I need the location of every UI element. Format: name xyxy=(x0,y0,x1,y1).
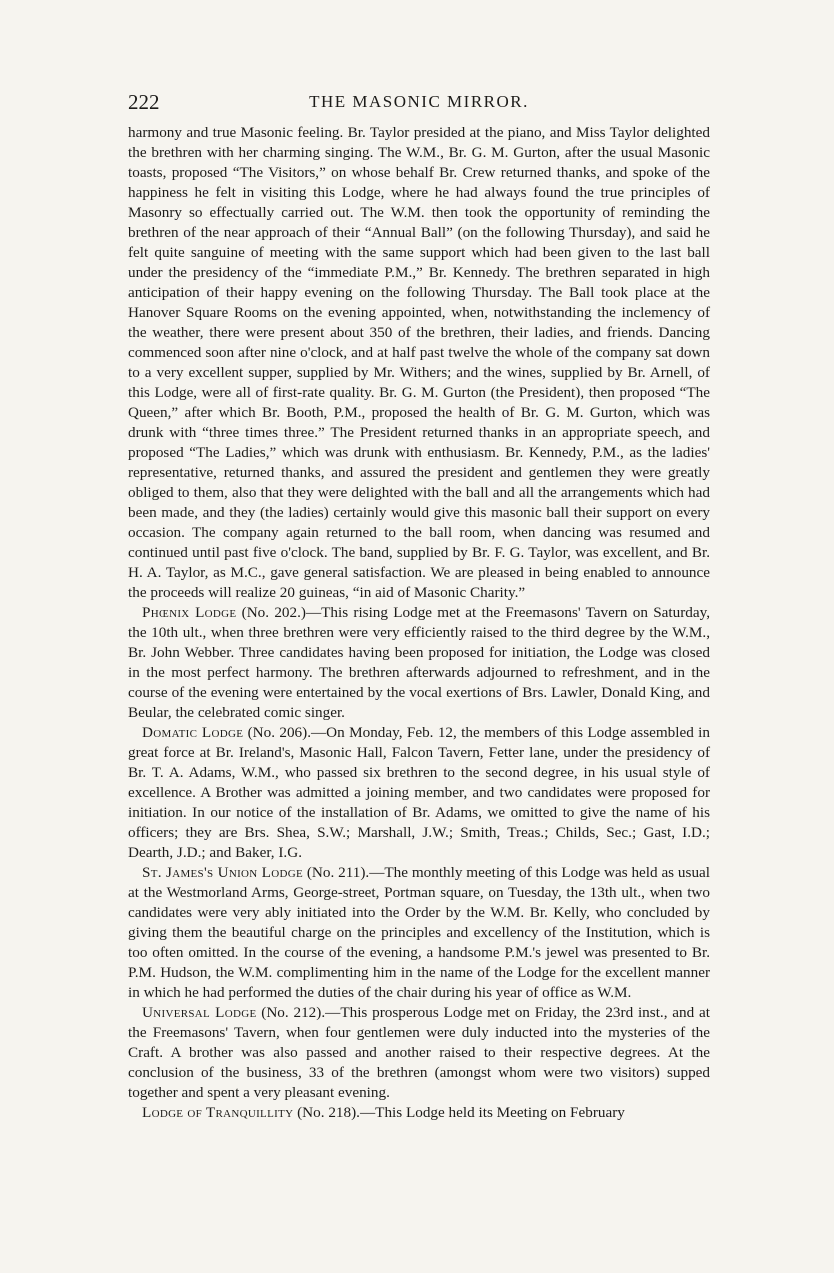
paragraph-text: (No. 206).—On Monday, Feb. 12, the members of this Lodge assembled in great force at Br. Ireland's, Masonic Hall, Falcon Tavern, Fetter lane, under the presidency of Br. T. A. Adams, W.M., who passed six brethren to the second degree, in his usual style of excellence. A Brother was admitted a joining member, and two candidates were proposed for initiation. In our notice of the installation of Br. Adams, we omitted to give the name of his officers; they are Brs. Shea, S.W.; Marshall, J.W.; Smith, Treas.; Childs, Sec.; Gast, I.D.; Dearth, J.D.; and Baker, I.G. xyxy=(128,724,710,861)
article-body xyxy=(128,123,710,1123)
lodge-name: Phœnix Lodge xyxy=(142,604,237,621)
page-number: 222 xyxy=(128,90,160,114)
lodge-name: Universal Lodge xyxy=(142,1004,257,1021)
page-header xyxy=(128,90,710,114)
lodge-name: Domatic Lodge xyxy=(142,724,244,741)
paragraph-st-jamess-union-lodge xyxy=(128,863,710,1003)
lodge-name: Lodge of Tranquillity xyxy=(142,1104,294,1121)
paragraph-text: (No. 211).—The monthly meeting of this Lodge was held as usual at the Westmorland Arms, George-street, Portman square, on Tuesday, the 13th ult., when two candidates were very ably initiated into the Order by the W.M. Br. Kelly, who concluded by giving them the beautiful charge on the principles and excellency of the Institution, which is too often omitted. In the course of the evening, a handsome P.M.'s jewel was presented to Br. P.M. Hudson, the W.M. complimenting him in the name of the Lodge for the excellent manner in which he had performed the duties of the chair during his year of office as W.M. xyxy=(128,864,710,1001)
lodge-name: St. James's Union Lodge xyxy=(142,864,304,881)
paragraph-domatic-lodge xyxy=(128,723,710,863)
paragraph-text: (No. 202.)—This rising Lodge met at the Freemasons' Tavern on Saturday, the 10th ult., when three brethren were very efficiently raised to the third degree by the W.M., Br. John Webber. Three candidates having been proposed for initiation, the Lodge was closed in the most perfect harmony. The brethren afterwards adjourned to refreshment, and in the course of the evening were entertained by the vocal exertions of Brs. Lawler, Donald King, and Beular, the celebrated comic singer. xyxy=(128,604,710,721)
paragraph-continued xyxy=(128,123,710,603)
paragraph-text: (No. 218).—This Lodge held its Meeting on February xyxy=(293,1104,625,1121)
paragraph-phoenix-lodge xyxy=(128,603,710,723)
paragraph-text: (No. 212).—This prosperous Lodge met on Friday, the 23rd inst., and at the Freemasons' Tavern, when four gentlemen were duly inducted into the mysteries of the Craft. A brother was also passed and another raised to their respective degrees. At the conclusion of the business, 33 of the brethren (amongst whom were two visitors) supped together and spent a very pleasant evening. xyxy=(128,1004,710,1101)
paragraph-universal-lodge xyxy=(128,1003,710,1103)
paragraph-text: harmony and true Masonic feeling. Br. Taylor presided at the piano, and Miss Taylor delighted the brethren with her charming singing. The W.M., Br. G. M. Gurton, after the usual Masonic toasts, proposed “The Visitors,” on whose behalf Br. Crew returned thanks, and spoke of the happiness he felt in visiting this Lodge, where he had always found the true principles of Masonry so effectually carried out. The W.M. then took the opportunity of reminding the brethren of the near approach of their “Annual Ball” (on the following Thursday), and said he felt quite sanguine of meeting with the same support which had been given to the last ball under the presidency of the “immediate P.M.,” Br. Kennedy. The brethren separated in high anticipation of their happy evening on the following Thursday. The Ball took place at the Hanover Square Rooms on the evening appointed, when, notwithstanding the inclemency of the weather, there were present about 350 of the brethren, their ladies, and friends. Dancing commenced soon after nine o'clock, and at half past twelve the whole of the company sat down to a very excellent supper, supplied by Mr. Withers; and the wines, supplied by Br. Arnell, of this Lodge, were all of first-rate quality. Br. G. M. Gurton (the President), then proposed “The Queen,” after which Br. Booth, P.M., proposed the health of Br. G. M. Gurton, which was drunk with “three times three.” The President returned thanks in an appropriate speech, and proposed “The Ladies,” which was drunk with enthusiasm. Br. Kennedy, P.M., as the ladies' representative, returned thanks, and assured the president and gentlemen they were greatly obliged to them, also that they were delighted with the ball and all the arrangements which had been made, and they (the ladies) certainly would give this masonic ball their support on every occasion. The company again returned to the ball room, when dancing was resumed and continued until past five o'clock. The band, supplied by Br. F. G. Taylor, was excellent, and Br. H. A. Taylor, as M.C., gave general satisfaction. We are pleased in being enabled to announce the proceeds will realize 20 guineas, “in aid of Masonic Charity.” xyxy=(128,124,710,601)
paragraph-lodge-of-tranquillity xyxy=(128,1103,710,1123)
running-head: THE MASONIC MIRROR. xyxy=(309,92,529,111)
